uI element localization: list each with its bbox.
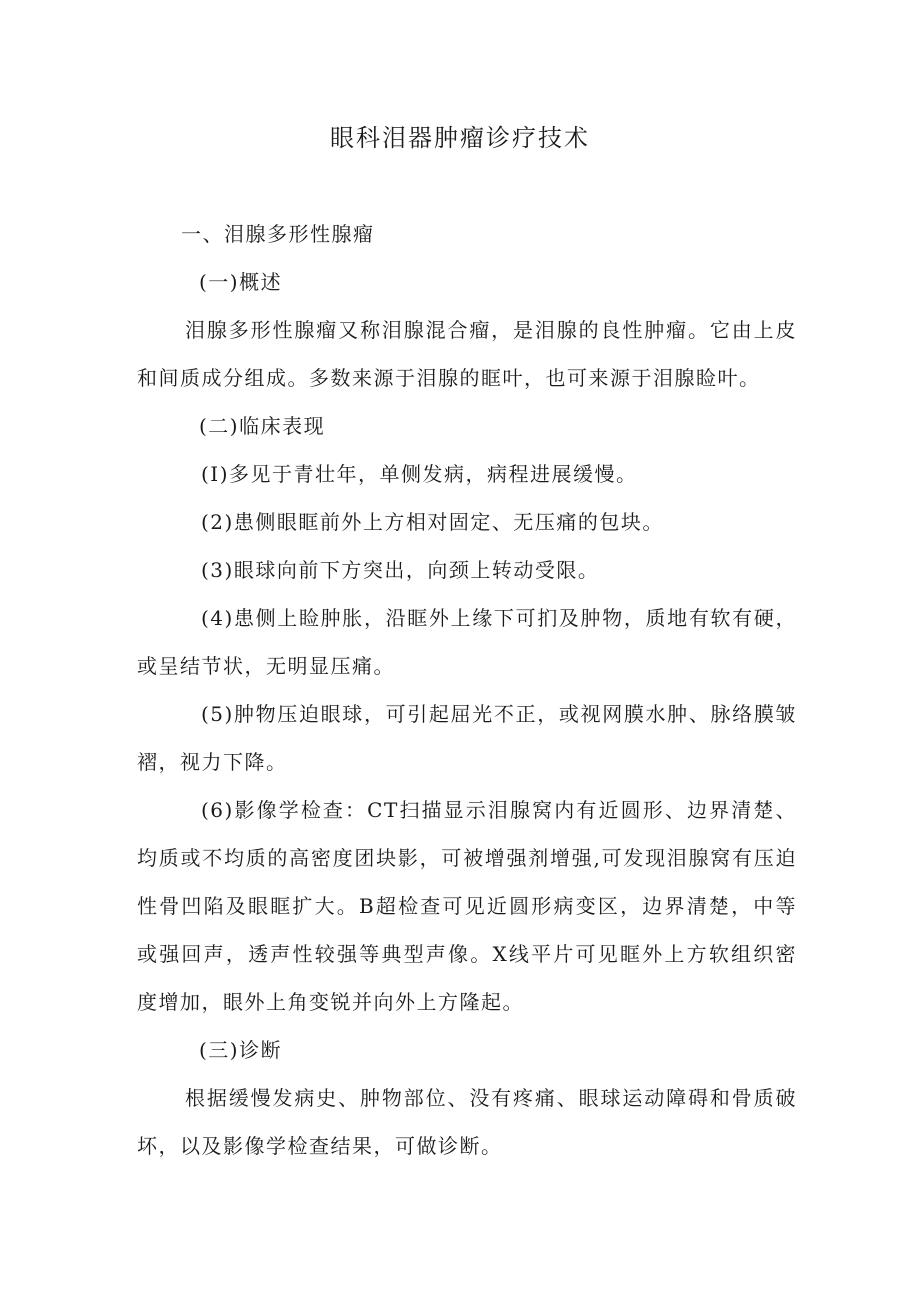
subsection-heading-clinical: (二)临床表现 — [199, 414, 326, 438]
clinical-item: (4)患侧上睑肿胀，沿眶外上缘下可扪及肿物，质地有软有硬，或呈结节状，无明显压痛。 — [137, 606, 797, 678]
section-heading: 一、泪腺多形性腺瘤 — [181, 222, 375, 246]
document-body — [137, 210, 797, 1170]
clinical-item: (6)影像学检查：CT扫描显示泪腺窝内有近圆形、边界清楚、均质或不均质的高密度团块影，可被增强剂增强,可发现泪腺窝有压迫性骨凹陷及眼眶扩大。B超检查可见近圆形病变区，边界清楚，中等或强回声，透声性较强等典型声像。X线平片可见眶外上方软组织密度增加，眼外上角变锐并向外上方隆起。 — [137, 798, 797, 1014]
overview-paragraph: 泪腺多形性腺瘤又称泪腺混合瘤，是泪腺的良性肿瘤。它由上皮和间质成分组成。多数来源于泪腺的眶叶，也可来源于泪腺睑叶。 — [137, 318, 797, 390]
clinical-item: (2)患侧眼眶前外上方相对固定、无压痛的包块。 — [201, 510, 664, 534]
clinical-item: (I)多见于青壮年，单侧发病，病程进展缓慢。 — [201, 462, 638, 486]
clinical-item: (3)眼球向前下方突出，向颈上转动受限。 — [201, 558, 600, 582]
clinical-item: (5)肿物压迫眼球，可引起屈光不正，或视网膜水肿、脉络膜皱褶，视力下降。 — [137, 702, 797, 774]
subsection-heading-diagnosis: (三)诊断 — [199, 1038, 283, 1062]
diagnosis-paragraph: 根据缓慢发病史、肿物部位、没有疼痛、眼球运动障碍和骨质破坏，以及影像学检查结果，可做诊断。 — [137, 1086, 797, 1158]
subsection-heading-overview: (一)概述 — [199, 270, 283, 294]
document-title: 眼科泪器肿瘤诊疗技术 — [330, 124, 590, 152]
